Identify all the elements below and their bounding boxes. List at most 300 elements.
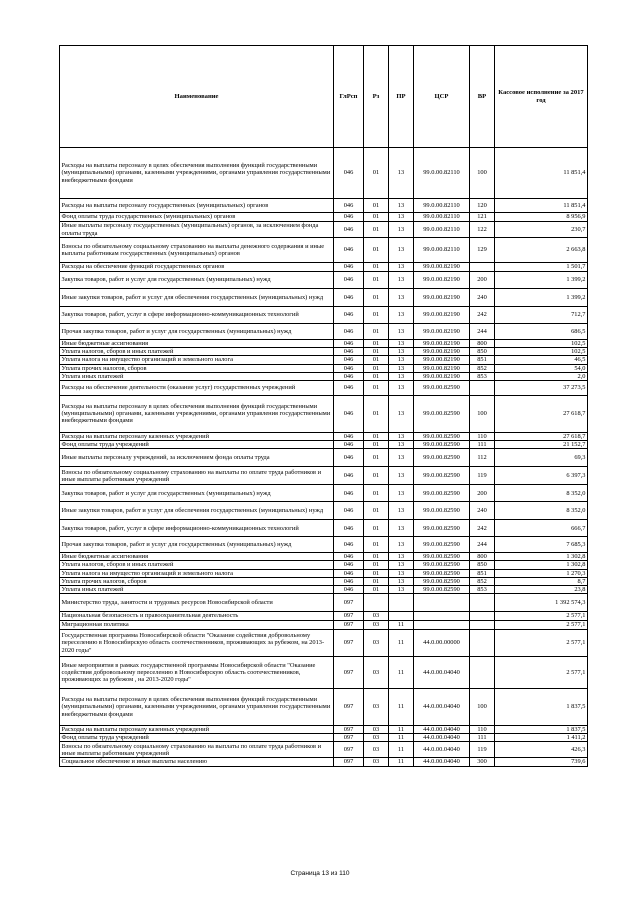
row-name: Взносы по обязательному социальному страхованию на выплаты по оплате труда работников и иные выплаты работникам учреждений — [60, 467, 334, 485]
row-csr: 99.0.00.82190 — [414, 263, 470, 272]
row-vr: 122 — [470, 222, 495, 238]
row-csr: 44.0.00.04040 — [414, 742, 470, 758]
row-csr: 44.0.00.04040 — [414, 726, 470, 734]
row-glrsp: 046 — [334, 364, 364, 372]
row-vr: 110 — [470, 432, 495, 440]
row-amount: 27 618,7 — [495, 432, 588, 440]
row-rz: 03 — [364, 758, 389, 766]
row-name: Уплата прочих налогов, сборов — [60, 364, 334, 372]
row-vr: 110 — [470, 726, 495, 734]
row-amount: 11 851,4 — [495, 199, 588, 213]
row-glrsp: 097 — [334, 689, 364, 726]
row-glrsp: 097 — [334, 726, 364, 734]
row-rz: 01 — [364, 553, 389, 561]
row-name: Прочая закупка товаров, работ и услуг для государственных (муниципальных) нужд — [60, 537, 334, 553]
row-pr: 13 — [389, 340, 414, 348]
page-number: Страница 13 из 110 — [290, 870, 350, 877]
row-name: Иные закупки товаров, работ и услуг для обеспечения государственных (муниципальных) нужд — [60, 289, 334, 307]
row-name: Государственная программа Новосибирской области "Оказание содействия добровольному переселению в Новосибирскую область соотечественников, проживающих за рубежом, на 2013-2020 годы" — [60, 630, 334, 657]
row-rz: 03 — [364, 742, 389, 758]
row-amount: 1 392 574,3 — [495, 594, 588, 612]
row-amount: 69,3 — [495, 449, 588, 467]
table-row — [60, 364, 588, 372]
row-rz: 01 — [364, 213, 389, 222]
table-row — [60, 449, 588, 467]
row-glrsp: 046 — [334, 395, 364, 432]
row-vr: 851 — [470, 569, 495, 577]
row-rz: 01 — [364, 380, 389, 395]
row-rz: 01 — [364, 263, 389, 272]
row-rz: 01 — [364, 485, 389, 502]
table-body — [60, 148, 588, 767]
row-csr: 99.0.00.82110 — [414, 199, 470, 213]
row-csr — [414, 612, 470, 621]
row-pr: 11 — [389, 734, 414, 742]
header-name: Наименование — [60, 46, 334, 148]
table-row — [60, 238, 588, 263]
row-csr: 99.0.00.82590 — [414, 577, 470, 585]
row-glrsp: 046 — [334, 585, 364, 593]
row-rz: 01 — [364, 148, 389, 199]
table-row — [60, 356, 588, 364]
row-amount: 46,5 — [495, 356, 588, 364]
row-csr: 99.0.00.82590 — [414, 537, 470, 553]
row-amount: 54,0 — [495, 364, 588, 372]
row-rz: 01 — [364, 356, 389, 364]
row-rz: 03 — [364, 734, 389, 742]
row-name: Уплата налогов, сборов и иных платежей — [60, 348, 334, 356]
table-row — [60, 263, 588, 272]
row-csr: 99.0.00.82190 — [414, 307, 470, 324]
row-pr: 13 — [389, 148, 414, 199]
table-row — [60, 372, 588, 380]
row-amount: 2 577,1 — [495, 657, 588, 689]
row-amount: 2 663,8 — [495, 238, 588, 263]
row-rz: 03 — [364, 621, 389, 630]
row-vr — [470, 263, 495, 272]
row-vr: 111 — [470, 441, 495, 449]
table-row — [60, 569, 588, 577]
row-rz: 01 — [364, 432, 389, 440]
row-vr — [470, 657, 495, 689]
row-amount: 2 577,1 — [495, 621, 588, 630]
row-pr: 13 — [389, 289, 414, 307]
table-row — [60, 734, 588, 742]
row-csr: 99.0.00.82590 — [414, 553, 470, 561]
row-csr: 44.0.00.04040 — [414, 689, 470, 726]
header-pr: ПР — [389, 46, 414, 148]
row-csr: 44.0.00.04040 — [414, 657, 470, 689]
table-header-row — [60, 46, 588, 148]
row-amount: 8 956,9 — [495, 213, 588, 222]
row-glrsp: 046 — [334, 148, 364, 199]
row-pr: 11 — [389, 758, 414, 766]
row-pr: 11 — [389, 657, 414, 689]
row-glrsp: 097 — [334, 758, 364, 766]
row-vr — [470, 630, 495, 657]
row-name: Расходы на выплаты персоналу государственных (муниципальных) органов — [60, 199, 334, 213]
row-pr: 13 — [389, 356, 414, 364]
row-csr: 99.0.00.82590 — [414, 467, 470, 485]
table-row — [60, 395, 588, 432]
row-amount: 6 397,3 — [495, 467, 588, 485]
row-rz: 01 — [364, 449, 389, 467]
row-rz: 01 — [364, 199, 389, 213]
row-glrsp: 046 — [334, 449, 364, 467]
row-glrsp: 046 — [334, 340, 364, 348]
row-pr: 13 — [389, 561, 414, 569]
row-pr: 13 — [389, 395, 414, 432]
row-glrsp: 046 — [334, 307, 364, 324]
row-amount: 1 411,2 — [495, 734, 588, 742]
table-row — [60, 380, 588, 395]
row-glrsp: 046 — [334, 289, 364, 307]
row-name: Закупка товаров, работ и услуг для государственных (муниципальных) нужд — [60, 272, 334, 289]
row-name: Уплата налога на имущество организаций и земельного налога — [60, 356, 334, 364]
row-name: Иные бюджетные ассигнования — [60, 340, 334, 348]
row-csr: 99.0.00.82190 — [414, 324, 470, 340]
row-rz: 01 — [364, 520, 389, 537]
row-amount: 1 270,3 — [495, 569, 588, 577]
row-vr: 120 — [470, 199, 495, 213]
table-row — [60, 432, 588, 440]
row-csr: 99.0.00.82190 — [414, 348, 470, 356]
header-amount: Кассовое исполнение за 2017 год — [495, 46, 588, 148]
row-vr: 240 — [470, 502, 495, 520]
row-name: Иные выплаты персоналу государственных (муниципальных) органов, за исключением фонда оплаты труда — [60, 222, 334, 238]
row-rz: 01 — [364, 502, 389, 520]
row-rz: 01 — [364, 561, 389, 569]
row-glrsp: 097 — [334, 621, 364, 630]
table-row — [60, 537, 588, 553]
row-amount: 230,7 — [495, 222, 588, 238]
row-rz: 03 — [364, 612, 389, 621]
row-vr: 242 — [470, 307, 495, 324]
row-name: Закупка товаров, работ, услуг в сфере информационно-коммуникационных технологий — [60, 307, 334, 324]
row-rz: 03 — [364, 657, 389, 689]
header-csr: ЦСР — [414, 46, 470, 148]
row-glrsp: 097 — [334, 594, 364, 612]
row-vr — [470, 621, 495, 630]
row-vr: 240 — [470, 289, 495, 307]
row-name: Уплата иных платежей — [60, 585, 334, 593]
row-glrsp: 046 — [334, 222, 364, 238]
row-rz: 01 — [364, 585, 389, 593]
table-row — [60, 630, 588, 657]
row-amount: 7 685,3 — [495, 537, 588, 553]
row-rz: 01 — [364, 307, 389, 324]
row-vr — [470, 380, 495, 395]
row-vr: 100 — [470, 148, 495, 199]
row-csr: 99.0.00.82190 — [414, 356, 470, 364]
row-amount: 1 399,2 — [495, 272, 588, 289]
row-pr — [389, 612, 414, 621]
row-pr: 13 — [389, 520, 414, 537]
row-pr: 13 — [389, 307, 414, 324]
row-glrsp: 097 — [334, 630, 364, 657]
row-vr: 200 — [470, 485, 495, 502]
row-glrsp: 046 — [334, 348, 364, 356]
row-pr: 13 — [389, 502, 414, 520]
row-vr: 121 — [470, 213, 495, 222]
row-rz: 01 — [364, 289, 389, 307]
row-name: Закупка товаров, работ, услуг в сфере информационно-коммуникационных технологий — [60, 520, 334, 537]
row-pr: 13 — [389, 272, 414, 289]
row-csr: 99.0.00.82110 — [414, 148, 470, 199]
row-amount: 8,7 — [495, 577, 588, 585]
table-row — [60, 148, 588, 199]
row-name: Иные закупки товаров, работ и услуг для обеспечения государственных (муниципальных) нужд — [60, 502, 334, 520]
row-csr: 99.0.00.82590 — [414, 432, 470, 440]
row-amount: 666,7 — [495, 520, 588, 537]
row-pr: 13 — [389, 324, 414, 340]
row-amount: 27 618,7 — [495, 395, 588, 432]
row-name: Министерство труда, занятости и трудовых ресурсов Новосибирской области — [60, 594, 334, 612]
row-name: Расходы на выплаты персоналу казенных учреждений — [60, 726, 334, 734]
row-pr: 13 — [389, 222, 414, 238]
row-amount: 1 302,8 — [495, 553, 588, 561]
row-csr: 99.0.00.82590 — [414, 395, 470, 432]
row-pr — [389, 594, 414, 612]
row-pr: 13 — [389, 553, 414, 561]
table-row — [60, 441, 588, 449]
row-vr — [470, 594, 495, 612]
header-rz: Рз — [364, 46, 389, 148]
row-csr: 99.0.00.82110 — [414, 222, 470, 238]
row-pr: 13 — [389, 432, 414, 440]
row-glrsp: 046 — [334, 502, 364, 520]
row-pr: 13 — [389, 537, 414, 553]
row-name: Фонд оплаты труда учреждений — [60, 441, 334, 449]
row-amount: 739,6 — [495, 758, 588, 766]
row-rz: 01 — [364, 537, 389, 553]
row-vr: 800 — [470, 553, 495, 561]
row-glrsp: 046 — [334, 199, 364, 213]
row-csr: 99.0.00.82110 — [414, 238, 470, 263]
row-amount: 2,0 — [495, 372, 588, 380]
row-name: Расходы на выплаты персоналу казенных учреждений — [60, 432, 334, 440]
row-vr: 244 — [470, 324, 495, 340]
row-glrsp: 046 — [334, 356, 364, 364]
row-name: Иные мероприятия в рамках государственной программы Новосибирской области "Оказание содействия добровольному переселению в Новосибирскую область соотечественников, проживающих за рубежом , на 2013-2020 годы" — [60, 657, 334, 689]
row-vr: 119 — [470, 742, 495, 758]
table-row — [60, 307, 588, 324]
row-csr: 99.0.00.82190 — [414, 272, 470, 289]
table-row — [60, 324, 588, 340]
row-vr — [470, 612, 495, 621]
table-row — [60, 520, 588, 537]
row-pr: 13 — [389, 364, 414, 372]
table-row — [60, 561, 588, 569]
row-vr: 129 — [470, 238, 495, 263]
row-amount: 102,5 — [495, 340, 588, 348]
row-rz: 01 — [364, 364, 389, 372]
row-pr: 11 — [389, 689, 414, 726]
row-amount: 8 352,0 — [495, 485, 588, 502]
row-rz — [364, 594, 389, 612]
row-name: Уплата прочих налогов, сборов — [60, 577, 334, 585]
row-amount: 712,7 — [495, 307, 588, 324]
row-pr: 13 — [389, 569, 414, 577]
table-row — [60, 272, 588, 289]
table-row — [60, 340, 588, 348]
row-pr: 13 — [389, 372, 414, 380]
row-rz: 03 — [364, 630, 389, 657]
row-pr: 13 — [389, 449, 414, 467]
row-csr: 99.0.00.82190 — [414, 340, 470, 348]
table-row — [60, 485, 588, 502]
row-name: Расходы на выплаты персоналу в целях обеспечения выполнения функций государственными (муниципальными) органами, казенными учреждениями, органами управления государственными внебюджетными фондами — [60, 395, 334, 432]
table-row — [60, 657, 588, 689]
row-name: Расходы на обеспечение деятельности (оказание услуг) государственных учреждений — [60, 380, 334, 395]
row-name: Уплата иных платежей — [60, 372, 334, 380]
row-pr: 11 — [389, 630, 414, 657]
row-vr: 200 — [470, 272, 495, 289]
report-sheet — [59, 45, 587, 767]
row-vr: 119 — [470, 467, 495, 485]
row-vr: 850 — [470, 348, 495, 356]
row-csr: 99.0.00.82590 — [414, 569, 470, 577]
row-amount: 426,3 — [495, 742, 588, 758]
row-pr: 13 — [389, 348, 414, 356]
row-name: Миграционная политика — [60, 621, 334, 630]
header-glrsp: ГлРсп — [334, 46, 364, 148]
row-amount: 23,8 — [495, 585, 588, 593]
row-csr: 99.0.00.82590 — [414, 561, 470, 569]
row-csr: 44.0.00.04040 — [414, 734, 470, 742]
row-name: Расходы на обеспечение функций государственных органов — [60, 263, 334, 272]
row-name: Закупка товаров, работ и услуг для государственных (муниципальных) нужд — [60, 485, 334, 502]
row-csr: 99.0.00.82110 — [414, 213, 470, 222]
row-vr: 112 — [470, 449, 495, 467]
row-amount: 8 352,0 — [495, 502, 588, 520]
row-vr: 850 — [470, 561, 495, 569]
row-rz: 01 — [364, 395, 389, 432]
row-amount: 686,5 — [495, 324, 588, 340]
row-amount: 102,5 — [495, 348, 588, 356]
row-glrsp: 097 — [334, 742, 364, 758]
row-pr: 13 — [389, 380, 414, 395]
row-name: Расходы на выплаты персоналу в целях обеспечения выполнения функций государственными (муниципальными) органами, казенными учреждениями, органами управления государственными внебюджетными фондами — [60, 148, 334, 199]
row-amount: 1 302,8 — [495, 561, 588, 569]
row-rz: 01 — [364, 272, 389, 289]
row-csr: 99.0.00.82590 — [414, 585, 470, 593]
row-glrsp: 046 — [334, 441, 364, 449]
table-row — [60, 612, 588, 621]
row-pr: 13 — [389, 485, 414, 502]
row-glrsp: 046 — [334, 263, 364, 272]
row-glrsp: 046 — [334, 432, 364, 440]
row-rz: 03 — [364, 726, 389, 734]
row-pr: 13 — [389, 585, 414, 593]
row-name: Уплата налогов, сборов и иных платежей — [60, 561, 334, 569]
header-vr: ВР — [470, 46, 495, 148]
row-rz: 01 — [364, 577, 389, 585]
table-row — [60, 502, 588, 520]
row-amount: 2 577,1 — [495, 630, 588, 657]
row-glrsp: 046 — [334, 324, 364, 340]
row-rz: 01 — [364, 372, 389, 380]
row-glrsp: 046 — [334, 553, 364, 561]
row-pr: 11 — [389, 726, 414, 734]
row-rz: 01 — [364, 569, 389, 577]
row-pr: 13 — [389, 577, 414, 585]
table-row — [60, 594, 588, 612]
row-vr: 244 — [470, 537, 495, 553]
row-glrsp: 046 — [334, 467, 364, 485]
table-row — [60, 577, 588, 585]
table-row — [60, 222, 588, 238]
row-vr: 852 — [470, 577, 495, 585]
row-name: Фонд оплаты труда государственных (муниципальных) органов — [60, 213, 334, 222]
row-glrsp: 097 — [334, 734, 364, 742]
row-vr: 800 — [470, 340, 495, 348]
row-glrsp: 046 — [334, 561, 364, 569]
row-csr: 99.0.00.82190 — [414, 364, 470, 372]
row-amount: 1 501,7 — [495, 263, 588, 272]
row-amount: 37 273,5 — [495, 380, 588, 395]
row-vr: 853 — [470, 585, 495, 593]
row-csr — [414, 594, 470, 612]
row-name: Прочая закупка товаров, работ и услуг для государственных (муниципальных) нужд — [60, 324, 334, 340]
row-pr: 11 — [389, 742, 414, 758]
row-rz: 01 — [364, 222, 389, 238]
row-vr: 853 — [470, 372, 495, 380]
row-rz: 01 — [364, 340, 389, 348]
row-name: Фонд оплаты труда учреждений — [60, 734, 334, 742]
table-row — [60, 621, 588, 630]
row-name: Национальная безопасность и правоохранительная деятельность — [60, 612, 334, 621]
row-csr: 99.0.00.82590 — [414, 449, 470, 467]
row-csr: 99.0.00.82190 — [414, 289, 470, 307]
row-vr: 111 — [470, 734, 495, 742]
row-name: Расходы на выплаты персоналу в целях обеспечения выполнения функций государственными (муниципальными) органами, казенными учреждениями, органами управления государственными внебюджетными фондами — [60, 689, 334, 726]
row-csr: 99.0.00.82590 — [414, 502, 470, 520]
row-name: Иные бюджетные ассигнования — [60, 553, 334, 561]
row-vr: 300 — [470, 758, 495, 766]
row-csr — [414, 621, 470, 630]
row-amount: 11 851,4 — [495, 148, 588, 199]
row-csr: 99.0.00.82190 — [414, 372, 470, 380]
table-row — [60, 689, 588, 726]
table-row — [60, 585, 588, 593]
row-glrsp: 046 — [334, 520, 364, 537]
row-rz: 01 — [364, 238, 389, 263]
row-glrsp: 046 — [334, 238, 364, 263]
row-csr: 44.0.00.04040 — [414, 758, 470, 766]
row-rz: 01 — [364, 348, 389, 356]
row-name: Социальное обеспечение и иные выплаты населению — [60, 758, 334, 766]
row-vr: 100 — [470, 395, 495, 432]
table-row — [60, 758, 588, 766]
row-name: Взносы по обязательному социальному страхованию на выплаты денежного содержания и иные выплаты работникам государственных (муниципальных) органов — [60, 238, 334, 263]
row-amount: 1 837,5 — [495, 689, 588, 726]
table-row — [60, 289, 588, 307]
row-glrsp: 046 — [334, 272, 364, 289]
row-csr: 99.0.00.82590 — [414, 520, 470, 537]
row-amount: 21 152,7 — [495, 441, 588, 449]
row-glrsp: 046 — [334, 485, 364, 502]
row-pr: 13 — [389, 238, 414, 263]
row-rz: 01 — [364, 324, 389, 340]
row-csr: 99.0.00.82590 — [414, 441, 470, 449]
row-csr: 44.0.00.00000 — [414, 630, 470, 657]
table-row — [60, 742, 588, 758]
row-glrsp: 046 — [334, 213, 364, 222]
table-row — [60, 553, 588, 561]
row-glrsp: 046 — [334, 577, 364, 585]
table-row — [60, 213, 588, 222]
